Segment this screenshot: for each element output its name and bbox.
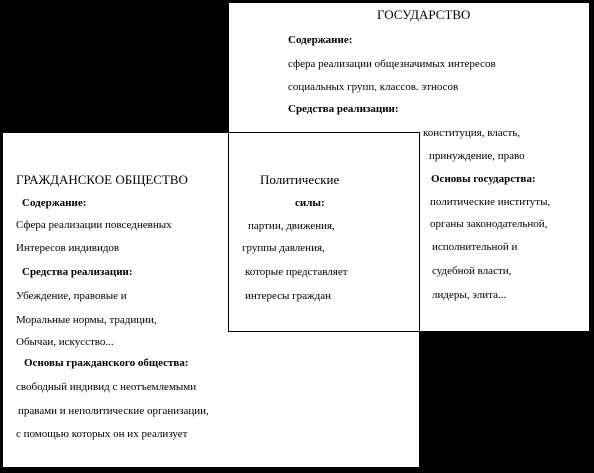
civil-means-line: Убеждение, правовые и xyxy=(16,290,127,302)
political-title: Политические xyxy=(260,172,340,187)
state-basis-line: лидеры, элита... xyxy=(432,289,507,301)
political-line: которые представляет xyxy=(245,266,348,278)
state-means-heading: Средства реализации: xyxy=(288,103,399,115)
state-basis-line: органы законодательной, xyxy=(430,218,548,230)
state-content-line: социальных групп, классов. этносов xyxy=(288,81,459,93)
civil-basis-line: свободный индивид с неотъемлемыми xyxy=(16,381,197,393)
civil-basis-line: правами и неполитические организации, xyxy=(18,405,209,417)
civil-basis-heading: Основы гражданского общества: xyxy=(24,357,189,369)
state-basis-line: исполнительной и xyxy=(432,241,518,253)
civil-means-line: Моральные нормы, традиции, xyxy=(16,314,157,326)
state-content-heading: Содержание: xyxy=(288,34,353,46)
civil-means-heading: Средства реализации: xyxy=(22,266,133,278)
state-basis-line: политические институты, xyxy=(430,196,551,208)
state-basis-heading: Основы государства: xyxy=(431,173,536,185)
civil-means-line: Обычаи, искусство... xyxy=(16,336,114,348)
political-line: партии, движения, xyxy=(248,220,335,232)
civil-basis-line: с помощью которых он их реализует xyxy=(16,428,188,440)
political-line: интересы граждан xyxy=(245,290,332,302)
state-basis-line: судебной власти, xyxy=(432,265,512,277)
civil-content-line: Интересов индивидов xyxy=(16,242,120,254)
civil-content-line: Сфера реализации повседневных xyxy=(16,219,172,231)
political-title-second-line: силы: xyxy=(295,197,325,209)
state-title: ГОСУДАРСТВО xyxy=(377,7,471,22)
state-means-line: принуждение, право xyxy=(429,150,525,162)
civil-title: ГРАЖДАНСКОЕ ОБЩЕСТВО xyxy=(16,172,188,187)
political-line: группы давления, xyxy=(242,242,325,254)
state-content-line: сфера реализации общезначимых интересов xyxy=(288,58,496,70)
civil-content-heading: Содержание: xyxy=(22,197,87,209)
state-means-line: конституция, власть, xyxy=(423,127,521,139)
